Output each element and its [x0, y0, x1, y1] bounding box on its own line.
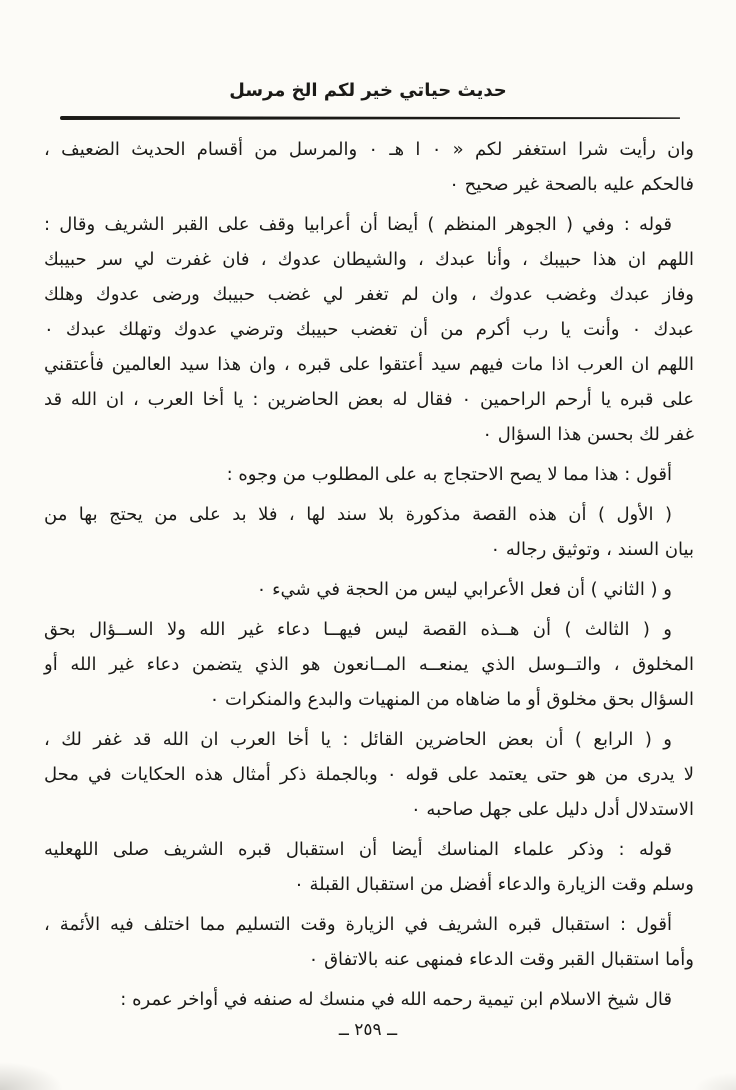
text-line: الاستدلال أدل دليل على جهل صاحبه ٠ — [411, 799, 694, 820]
paragraph — [44, 132, 694, 202]
page-number: ــ ٢٥٩ ــ — [338, 1020, 398, 1040]
text-line: اللهم ان العرب اذا مات فيهم سيد أعتقوا على قبره ، وان هذا سيد العالمين فأعتقني — [44, 354, 694, 375]
paragraph — [44, 572, 694, 607]
text-line: قوله : وذكر علماء المناسك أيضا أن استقبال قبره الشريف صلى اللهعليه — [44, 839, 672, 860]
text-line: على قبره يا أرحم الراحمين ٠ فقال له بعض الحاضرين : يا أخا العرب ، ان الله قد — [44, 389, 694, 410]
text-line: قال شيخ الاسلام ابن تيمية رحمه الله في منسك له صنفه في أواخر عمره : — [120, 989, 672, 1010]
text-line: أقول : استقبال قبره الشريف في الزيارة وقت التسليم مما اختلف فيه الأئمة ، — [44, 914, 672, 935]
text-line: عبدك ٠ وأنت يا رب أكرم من أن تغضب حبيبك وترضي عدوك وتهلك عبدك ٠ — [44, 319, 694, 340]
paragraph — [44, 612, 694, 717]
text-line: لا يدرى من هو حتى يعتمد على قوله ٠ وبالجملة ذكر أمثال هذه الحكايات في محل — [44, 764, 694, 785]
paragraph — [44, 497, 694, 567]
text-line: أقول : هذا مما لا يصح الاحتجاج به على المطلوب من وجوه : — [226, 464, 672, 485]
paragraph — [44, 207, 694, 452]
paragraph — [44, 832, 694, 902]
text-line: اللهم ان هذا حبيبك ، وأنا عبدك ، والشيطان عدوك ، فان غفرت لي سر حبيبك — [44, 249, 694, 270]
text-line: وسلم وقت الزيارة والدعاء أفضل من استقبال القبلة ٠ — [294, 874, 694, 895]
text-line: السؤال بحق مخلوق أو ما ضاهاه من المنهيات والبدع والمنكرات ٠ — [209, 689, 694, 710]
paragraph — [44, 457, 694, 492]
text-line: وفاز عبدك وغضب عدوك ، وان لم تغفر لي غضب حبيبك ورضى عدوك وهلك — [44, 284, 694, 305]
text-line: و ( الثاني ) أن فعل الأعرابي ليس من الحجة في شيء ٠ — [256, 579, 672, 600]
text-line: غفر لك بحسن هذا السؤال ٠ — [482, 424, 694, 445]
running-head-title: حديث حياتي خير لكم الخ مرسل — [229, 80, 507, 101]
paragraph — [44, 722, 694, 827]
text-line: وان رأيت شرا استغفر لكم « ٠ ا هـ ٠ والمرسل من أقسام الحديث الضعيف ، — [44, 139, 694, 160]
text-line: و ( الثالث ) أن هــذه القصة ليس فيهــا دعاء غير الله ولا الســؤال بحق — [44, 619, 672, 640]
text-line: بيان السند ، وتوثيق رجاله ٠ — [490, 539, 694, 560]
paragraph — [44, 907, 694, 977]
text-line: فالحكم عليه بالصحة غير صحيح ٠ — [449, 174, 694, 195]
paragraph — [44, 982, 694, 1017]
text-line: و ( الرابع ) أن بعض الحاضرين القائل : يا أخا العرب ان الله قد غفر لك ، — [44, 729, 672, 750]
text-line: المخلوق ، والتــوسل الذي يمنعــه المــانعون هو الذي يتضمن دعاء غير الله أو — [44, 654, 694, 675]
text-line: وأما استقبال القبر وقت الدعاء فمنهى عنه بالاتفاق ٠ — [308, 949, 694, 970]
text-line: قوله : وفي ( الجوهر المنظم ) أيضا أن أعرابيا وقف على القبر الشريف وقال : — [44, 214, 672, 235]
page-body — [0, 120, 736, 1017]
text-line: ( الأول ) أن هذه القصة مذكورة بلا سند لها ، فلا بد على من يحتج بها من — [44, 504, 672, 525]
